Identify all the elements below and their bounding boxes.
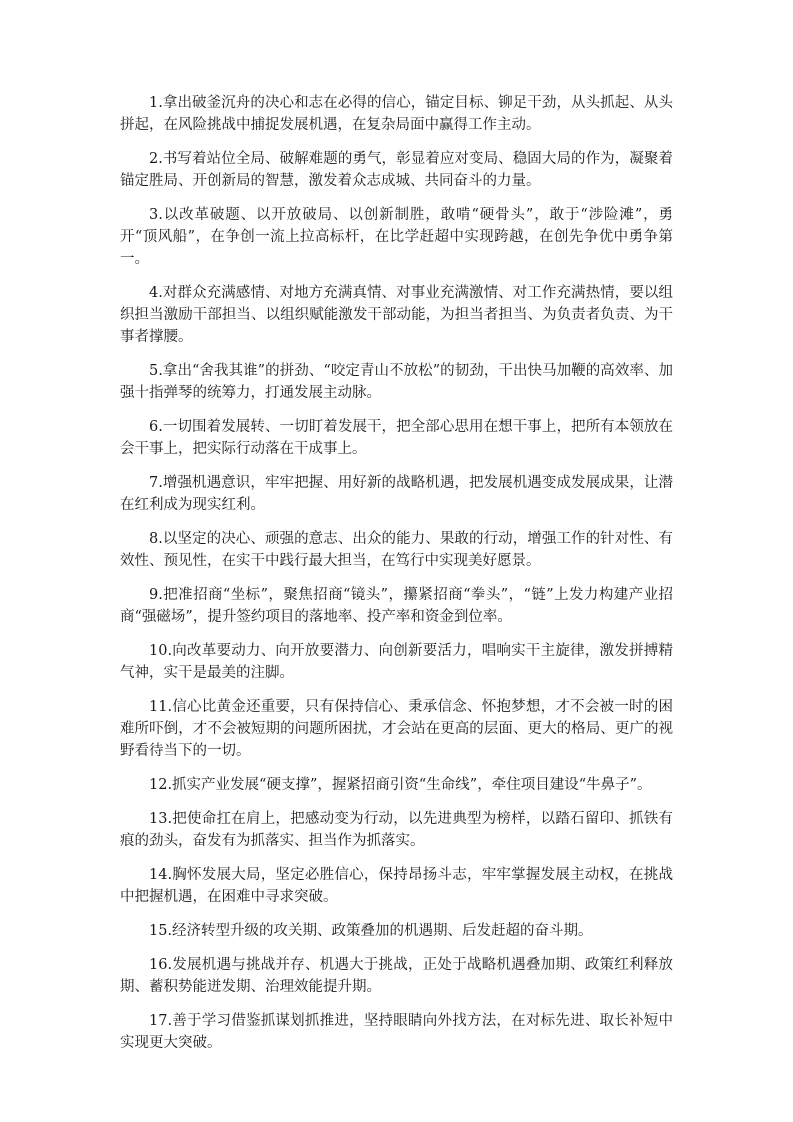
paragraph-5: 5.拿出“舍我其谁”的拼劲、“咬定青山不放松”的韧劲，干出快马加鞭的高效率、加强十指弹琴的统筹力，打通发展主动脉。 xyxy=(120,363,673,401)
paragraph-15: 15.经济转型升级的攻关期、政策叠加的机遇期、后发赶超的奋斗期。 xyxy=(149,923,593,939)
paragraph-7: 7.增强机遇意识，牢牢把握、用好新的战略机遇，把发展机遇变成发展成果，让潜在红利成为现实红利。 xyxy=(120,475,673,513)
paragraph-3: 3.以改革破题、以开放破局、以创新制胜，敢啃“硬骨头”，敢于“涉险滩”，勇开“顶风船”，在争创一流上拉高标杆，在比学赶超中实现跨越，在创先争优中勇争第一。 xyxy=(120,207,673,267)
paragraph-13: 13.把使命扛在肩上，把感动变为行动，以先进典型为榜样，以踏石留印、抓铁有痕的劲头，奋发有为抓落实、担当作为抓落实。 xyxy=(120,811,673,849)
paragraph-8: 8.以坚定的决心、顽强的意志、出众的能力、果敢的行动，增强工作的针对性、有效性、预见性，在实干中践行最大担当，在笃行中实现美好愿景。 xyxy=(120,531,673,569)
paragraph-10: 10.向改革要动力、向开放要潜力、向创新要活力，唱响实干主旋律，激发拼搏精气神，实干是最美的注脚。 xyxy=(120,643,673,681)
paragraph-17: 17.善于学习借鉴抓谋划抓推进，坚持眼睛向外找方法，在对标先进、取长补短中实现更大突破。 xyxy=(120,1013,673,1051)
paragraph-14: 14.胸怀发展大局，坚定必胜信心，保持昂扬斗志，牢牢掌握发展主动权，在挑战中把握机遇，在困难中寻求突破。 xyxy=(120,867,673,905)
paragraph-6: 6.一切围着发展转、一切盯着发展干，把全部心思用在想干事上，把所有本领放在会干事上，把实际行动落在干成事上。 xyxy=(120,419,673,457)
paragraph-11: 11.信心比黄金还重要，只有保持信心、秉承信念、怀抱梦想，才不会被一时的困难所吓倒，才不会被短期的问题所困扰，才会站在更高的层面、更大的格局、更广的视野看待当下的一切。 xyxy=(120,699,673,759)
paragraph-2: 2.书写着站位全局、破解难题的勇气，彰显着应对变局、稳固大局的作为，凝聚着锚定胜局、开创新局的智慧，激发着众志成城、共同奋斗的力量。 xyxy=(120,151,673,189)
paragraph-16: 16.发展机遇与挑战并存、机遇大于挑战，正处于战略机遇叠加期、政策红利释放期、蓄积势能迸发期、治理效能提升期。 xyxy=(120,957,673,995)
paragraph-1: 1.拿出破釜沉舟的决心和志在必得的信心，锚定目标、铆足干劲，从头抓起、从头拼起，在风险挑战中捕捉发展机遇，在复杂局面中赢得工作主动。 xyxy=(120,95,673,133)
document-body xyxy=(120,92,673,1066)
paragraph-4: 4.对群众充满感情、对地方充满真情、对事业充满激情、对工作充满热情，要以组织担当激励干部担当、以组织赋能激发干部动能，为担当者担当、为负责者负责、为干事者撑腰。 xyxy=(120,285,673,345)
paragraph-9: 9.把准招商“坐标”，聚焦招商“镜头”，攥紧招商“拳头”，“链”上发力构建产业招商“强磁场”，提升签约项目的落地率、投产率和资金到位率。 xyxy=(120,587,673,625)
paragraph-12: 12.抓实产业发展“硬支撑”，握紧招商引资“生命线”，牵住项目建设“牛鼻子”。 xyxy=(149,777,652,793)
